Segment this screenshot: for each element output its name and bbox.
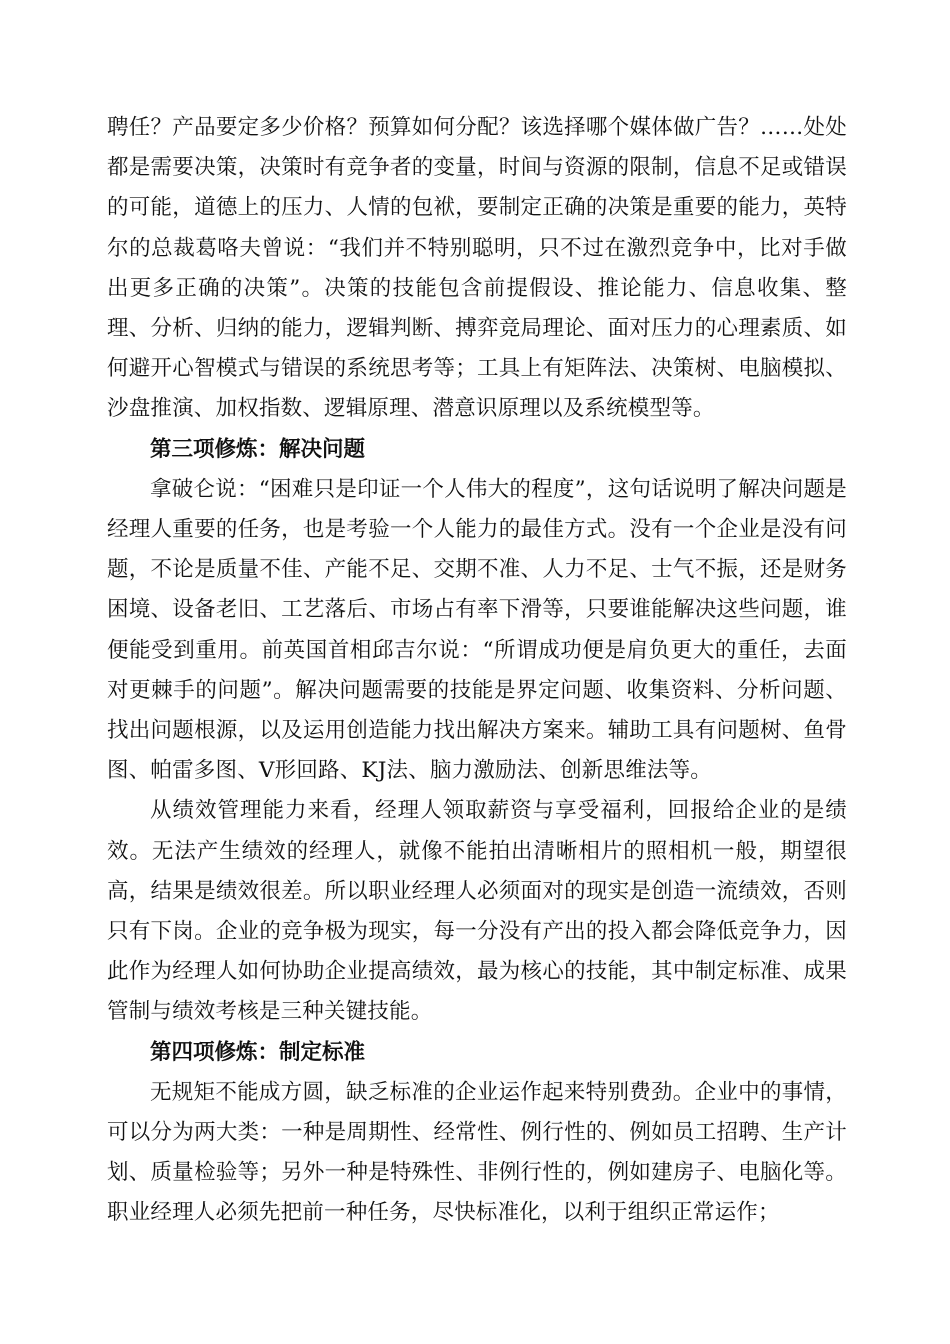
paragraph-performance-management: 从绩效管理能力来看，经理人领取薪资与享受福利，回报给企业的是绩效。无法产生绩效的经理人，就像不能拍出清晰相片的照相机一般，期望很高，结果是绩效很差。所以职业经理人必须面对的现实是创造一流绩效，否则只有下岗。企业的竞争极为现实，每一分没有产出的投入都会降低竞争力，因此作为经理人如何协助企业提高绩效，最为核心的技能，其中制定标准、成果管制与绩效考核是三种关键技能。 <box>107 798 847 1025</box>
heading-third-discipline: 第三项修炼：解决问题 <box>150 436 366 462</box>
paragraph-setting-standards: 无规矩不能成方圆，缺乏标准的企业运作起来特别费劲。企业中的事情，可以分为两大类：一种是周期性、经常性、例行性的、例如员工招聘、生产计划、质量检验等；另外一种是特殊性、非例行性的，例如建房子、电脑化等。职业经理人必须先把前一种任务，尽快标准化，以利于组织正常运作； <box>107 1079 847 1226</box>
paragraph-problem-solving: 拿破仑说：“困难只是印证一个人伟大的程度”，这句话说明了解决问题是经理人重要的任务，也是考验一个人能力的最佳方式。没有一个企业是没有问题，不论是质量不佳、产能不足、交期不准、人力不足、士气不振，还是财务困境、设备老旧、工艺落后、市场占有率下滑等，只要谁能解决这些问题，谁便能受到重用。前英国首相邱吉尔说：“所谓成功便是肩负更大的重任，去面对更棘手的问题”。解决问题需要的技能是界定问题、收集资料、分析问题、找出问题根源，以及运用创造能力找出解决方案来。辅助工具有问题树、鱼骨图、帕雷多图、V形回路、KJ法、脑力激励法、创新思维法等。 <box>107 476 847 784</box>
heading-fourth-discipline: 第四项修炼：制定标准 <box>150 1039 366 1065</box>
document-body <box>107 108 847 1234</box>
paragraph-decision-making: 聘任？产品要定多少价格？预算如何分配？该选择哪个媒体做广告？……处处都是需要决策，决策时有竞争者的变量，时间与资源的限制，信息不足或错误的可能，道德上的压力、人情的包袱，要制定正确的决策是重要的能力，英特尔的总裁葛咯夫曾说：“我们并不特别聪明，只不过在激烈竞争中，比对手做出更多正确的决策”。决策的技能包含前提假设、推论能力、信息收集、整理、分析、归纳的能力，逻辑判断、搏弈竞局理论、面对压力的心理素质、如何避开心智模式与错误的系统思考等；工具上有矩阵法、决策树、电脑模拟、沙盘推演、加权指数、逻辑原理、潜意识原理以及系统模型等。 <box>107 115 847 422</box>
